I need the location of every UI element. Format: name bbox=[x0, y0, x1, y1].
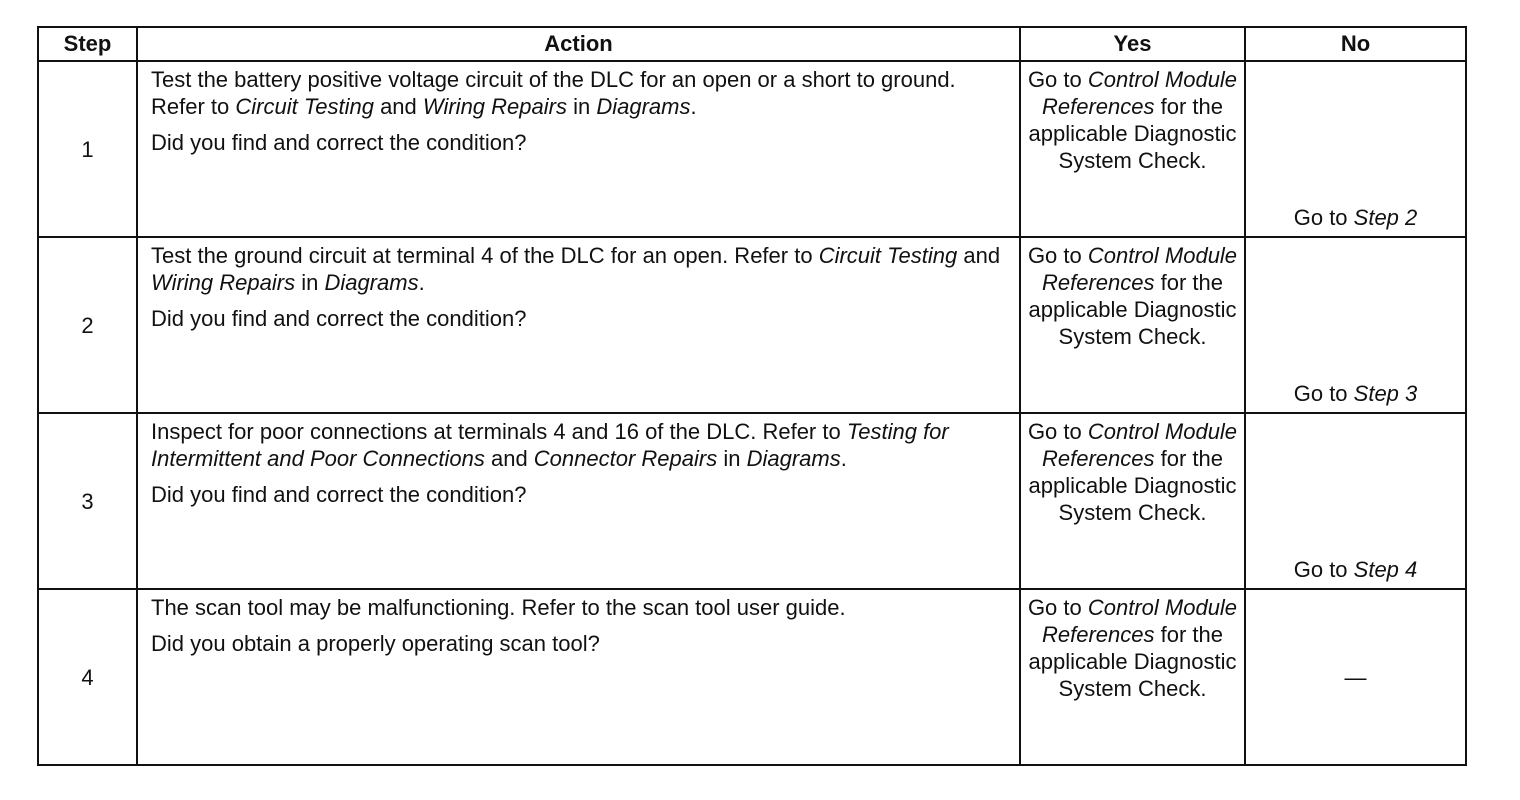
table-row-step-2 bbox=[38, 237, 1466, 413]
reference-link: Diagrams bbox=[746, 446, 841, 471]
yes-reference: Control Module References bbox=[1042, 419, 1238, 471]
header-row bbox=[38, 27, 1466, 61]
reference-link: Testing for Intermittent and Poor Connections bbox=[151, 419, 949, 471]
reference-link: Wiring Repairs bbox=[422, 94, 567, 119]
action-instruction: Test the battery positive voltage circuit of the DLC for an open or a short to ground. Refer to Circuit Testing and Wiring Repairs in Diagrams. bbox=[151, 67, 956, 119]
yes-cell: Go to Control Module References for the applicable Diagnostic System Check. bbox=[1020, 589, 1245, 765]
reference-link: Circuit Testing bbox=[818, 243, 958, 268]
table-row-step-3 bbox=[38, 413, 1466, 589]
step-number: 1 bbox=[38, 61, 137, 237]
action-instruction: The scan tool may be malfunctioning. Refer to the scan tool user guide. bbox=[151, 595, 846, 620]
step-number: 2 bbox=[38, 237, 137, 413]
step-number: 3 bbox=[38, 413, 137, 589]
table-row-step-1 bbox=[38, 61, 1466, 237]
action-question: Did you find and correct the condition? bbox=[151, 482, 527, 507]
action-instruction: Test the ground circuit at terminal 4 of the DLC for an open. Refer to Circuit Testing and Wiring Repairs in Diagrams. bbox=[151, 243, 1001, 295]
step-number: 4 bbox=[38, 589, 137, 765]
reference-link: Wiring Repairs bbox=[151, 270, 296, 295]
header-yes: Yes bbox=[1020, 27, 1245, 61]
header-action: Action bbox=[137, 27, 1020, 61]
reference-link: Connector Repairs bbox=[533, 446, 718, 471]
action-cell bbox=[137, 589, 1020, 765]
yes-cell: Go to Control Module References for the applicable Diagnostic System Check. bbox=[1020, 237, 1245, 413]
no-cell: Go to Step 3 bbox=[1245, 237, 1466, 413]
header-step: Step bbox=[38, 27, 137, 61]
yes-cell: Go to Control Module References for the applicable Diagnostic System Check. bbox=[1020, 61, 1245, 237]
yes-cell: Go to Control Module References for the applicable Diagnostic System Check. bbox=[1020, 413, 1245, 589]
action-question: Did you find and correct the condition? bbox=[151, 306, 527, 331]
yes-reference: Control Module References bbox=[1042, 243, 1238, 295]
no-reference: Step 4 bbox=[1353, 557, 1418, 582]
no-reference: Step 2 bbox=[1353, 205, 1418, 230]
diagnostic-table bbox=[37, 26, 1467, 766]
reference-link: Diagrams bbox=[596, 94, 691, 119]
no-cell: Go to Step 4 bbox=[1245, 413, 1466, 589]
action-question: Did you obtain a properly operating scan tool? bbox=[151, 631, 600, 656]
reference-link: Circuit Testing bbox=[235, 94, 374, 119]
action-cell bbox=[137, 237, 1020, 413]
action-cell bbox=[137, 61, 1020, 237]
no-cell: Go to Step 2 bbox=[1245, 61, 1466, 237]
no-reference: Step 3 bbox=[1353, 381, 1418, 406]
action-question: Did you find and correct the condition? bbox=[151, 130, 527, 155]
em-dash: — bbox=[1344, 664, 1367, 690]
reference-link: Diagrams bbox=[324, 270, 419, 295]
action-cell bbox=[137, 413, 1020, 589]
no-cell bbox=[1245, 589, 1466, 765]
action-instruction: Inspect for poor connections at terminals 4 and 16 of the DLC. Refer to Testing for Intermittent and Poor Connections and Connector Repairs in Diagrams. bbox=[151, 419, 949, 471]
header-no: No bbox=[1245, 27, 1466, 61]
table-row-step-4 bbox=[38, 589, 1466, 765]
yes-reference: Control Module References bbox=[1042, 595, 1238, 647]
yes-reference: Control Module References bbox=[1042, 67, 1238, 119]
